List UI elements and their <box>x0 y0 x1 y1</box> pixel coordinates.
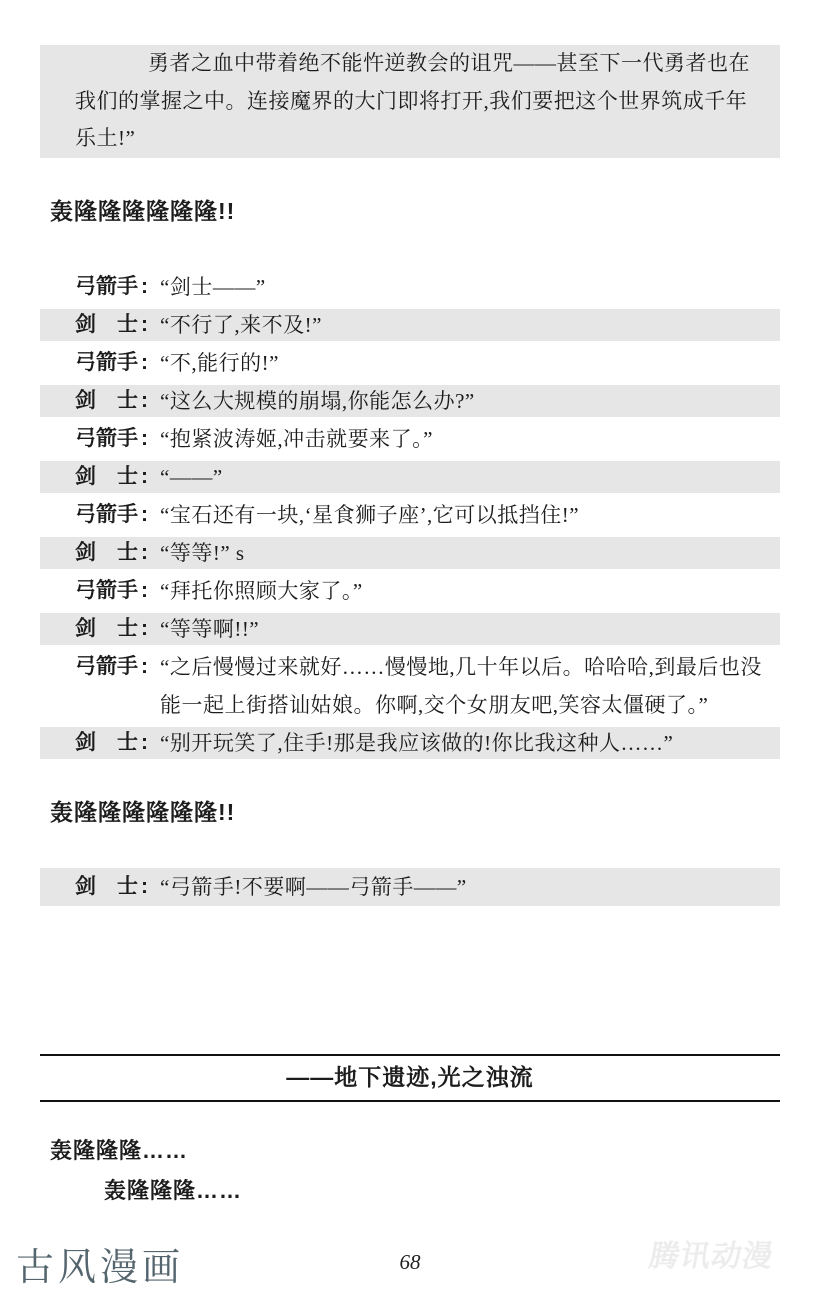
speaker-name: 剑 士 <box>75 465 138 488</box>
speaker-name: 弓箭手 <box>75 427 138 450</box>
speaker-colon: : <box>141 875 148 898</box>
publisher-logo-text: 古风漫画 <box>16 1247 185 1289</box>
dialogue-row <box>40 572 780 610</box>
speaker-name: 弓箭手 <box>75 655 138 678</box>
dialogue-text: “弓箭手!不要啊——弓箭手——” <box>160 875 467 899</box>
speaker-colon: : <box>141 427 148 450</box>
sfx-rumble-1: 轰隆隆隆隆隆隆!! <box>50 198 236 224</box>
sfx-rumble-small-1: 轰隆隆隆…… <box>50 1138 189 1163</box>
dialogue-row <box>40 610 780 648</box>
dialogue-text: “——” <box>160 465 223 489</box>
dialogue-text: “宝石还有一块,‘星食狮子座’,它可以抵挡住!” <box>160 503 580 527</box>
intro-paragraph-text: 勇者之血中带着绝不能忤逆教会的诅咒——甚至下一代勇者也在我们的掌握之中。连接魔界的大门即将打开,我们要把这个世界筑成千年乐土!” <box>75 51 750 150</box>
speaker-colon: : <box>141 313 148 336</box>
dialogue-row <box>40 648 780 724</box>
speaker-name: 弓箭手 <box>75 351 138 374</box>
intro-paragraph-block <box>40 45 780 158</box>
dialogue-text: “之后慢慢过来就好……慢慢地,几十年以后。哈哈哈,到最后也没能一起上街搭讪姑娘。你啊,交个女朋友吧,笑容太僵硬了。” <box>160 655 762 717</box>
speaker-name: 弓箭手 <box>75 275 138 298</box>
speaker-name: 弓箭手 <box>75 503 138 526</box>
dialogue-row <box>40 306 780 344</box>
speaker-colon: : <box>141 503 148 526</box>
speaker-colon: : <box>141 351 148 374</box>
sfx-rumble-small-2: 轰隆隆隆…… <box>104 1178 243 1203</box>
section-title-block <box>40 1054 780 1102</box>
dialogue-row <box>40 864 780 910</box>
speaker-name: 剑 士 <box>75 617 138 640</box>
speaker-name: 剑 士 <box>75 541 138 564</box>
dialogue-text: “拜托你照顾大家了。” <box>160 579 363 603</box>
speaker-name: 弓箭手 <box>75 579 138 602</box>
speaker-colon: : <box>141 617 148 640</box>
speaker-name: 剑 士 <box>75 875 138 898</box>
speaker-name: 剑 士 <box>75 313 138 336</box>
speaker-colon: : <box>141 275 148 298</box>
speaker-name: 剑 士 <box>75 731 138 754</box>
dialogue-row <box>40 496 780 534</box>
sfx-rumble-2: 轰隆隆隆隆隆隆!! <box>50 799 236 825</box>
dialogue-text: “抱紧波涛姬,冲击就要来了。” <box>160 427 433 451</box>
speaker-colon: : <box>141 579 148 602</box>
dialogue-row <box>40 268 780 306</box>
dialogue-text: “等等啊!!” <box>160 617 260 641</box>
dialogue-row <box>40 382 780 420</box>
dialogue-row <box>40 420 780 458</box>
speaker-colon: : <box>141 541 148 564</box>
speaker-colon: : <box>141 731 148 754</box>
dialogue-text: “别开玩笑了,住手!那是我应该做的!你比我这种人……” <box>160 731 674 755</box>
dialogue-row <box>40 458 780 496</box>
speaker-colon: : <box>141 389 148 412</box>
dialogue-row <box>40 344 780 382</box>
tencent-comics-watermark: 腾讯动漫 <box>646 1240 777 1273</box>
dialogue-row <box>40 724 780 762</box>
dialogue-row <box>40 534 780 572</box>
dialogue-text: “剑士——” <box>160 275 266 299</box>
section-title: ——地下遗迹,光之浊流 <box>286 1064 534 1090</box>
dialogue-list <box>40 268 780 762</box>
dialogue-text: “不,能行的!” <box>160 351 279 375</box>
dialogue-text: “这么大规模的崩塌,你能怎么办?” <box>160 389 475 413</box>
speaker-name: 剑 士 <box>75 389 138 412</box>
dialogue-text: “不行了,来不及!” <box>160 313 322 337</box>
dialogue-text: “等等!” s <box>160 541 245 565</box>
speaker-colon: : <box>141 465 148 488</box>
page-number: 68 <box>399 1250 421 1274</box>
speaker-colon: : <box>141 655 148 678</box>
final-dialogue-list <box>40 864 780 910</box>
